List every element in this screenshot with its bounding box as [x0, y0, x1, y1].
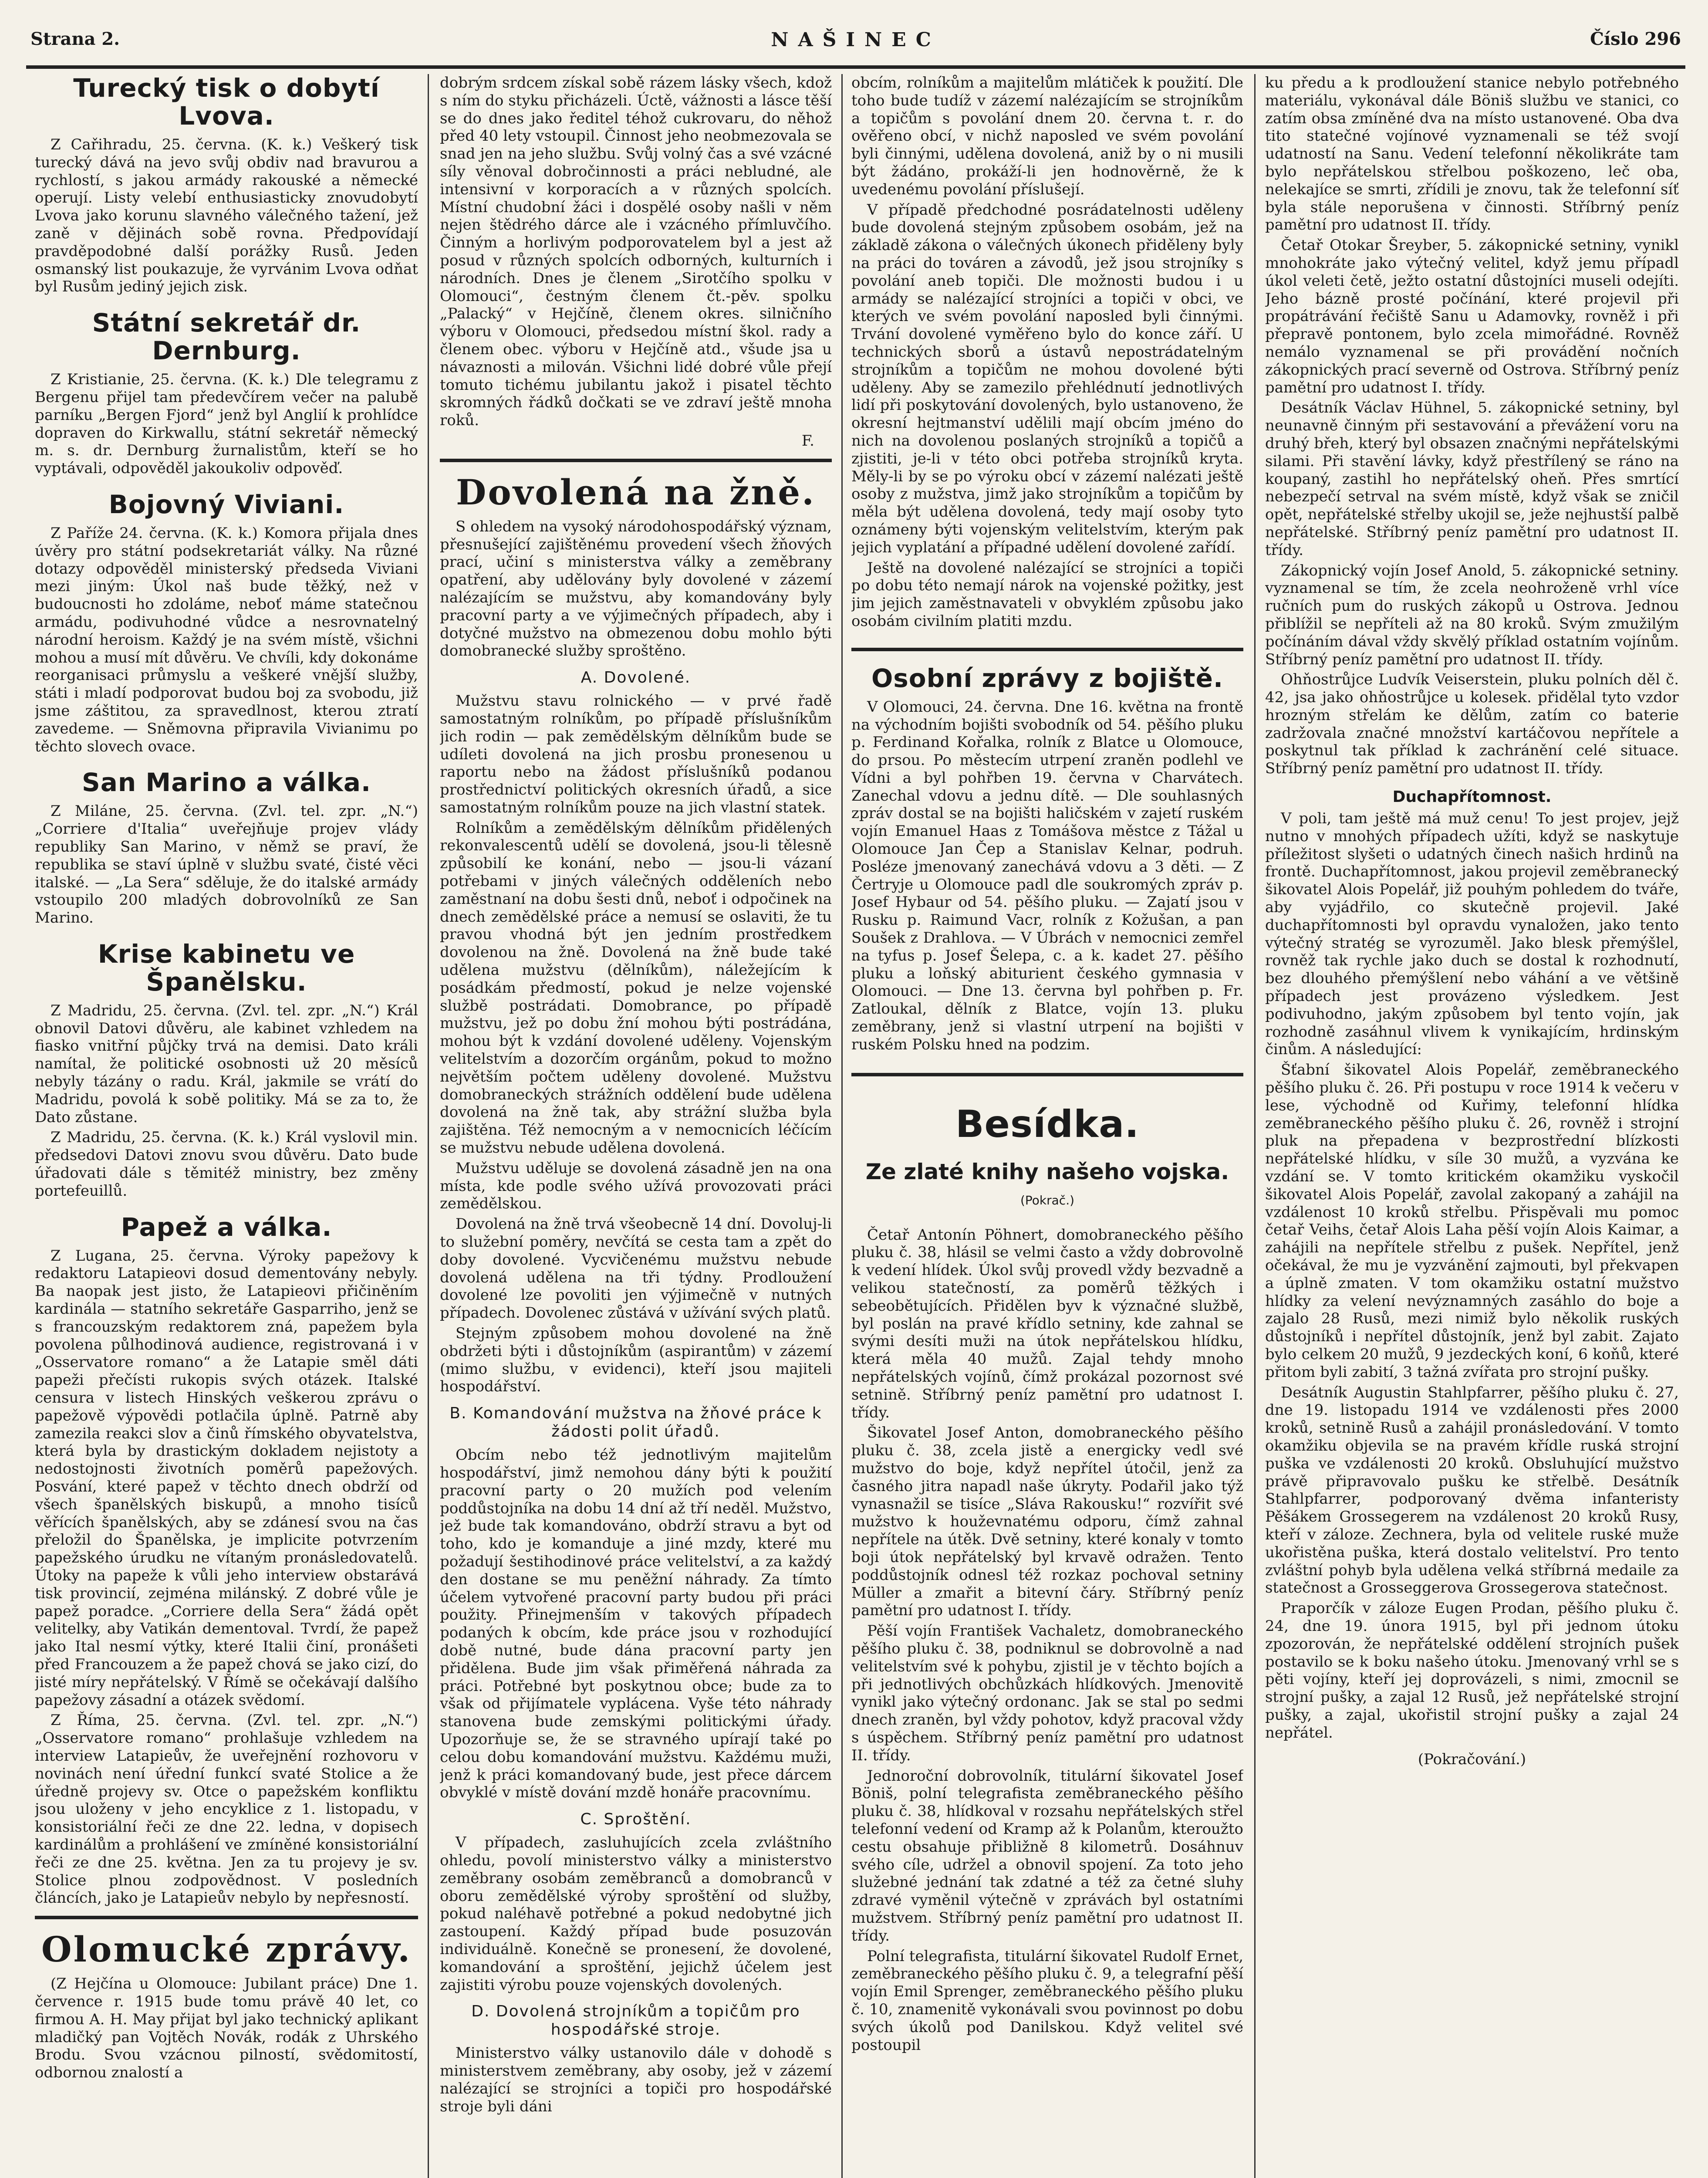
- masthead-title: NAŠINEC: [771, 29, 941, 51]
- article-body: Z Paříže 24. června. (K. k.) Komora přijala dnes úvěry pro státní podsekretariát války. Na různé dotazy odpověděl ministerský předseda Viviani mezi jiným: Úkol naš bude těžký, než v budoucnosti ho zdoláme, neboť máme statečnou armádu, podivuhodné vůdce a nesrovnatelný národní heroism. Každý je na svém místě, všichni mohou a musí mít důvěru. Ve chvíli, kdy dokonáme reorganisaci průmyslu a veškeré vnější služby, státi i mladí podporovat budou boj za svobodu, již jsme záštitou, za spravedlnost, kterou ztratí zavedeme. — Sněmovna připravila Vivianimu po těchto slovech ovace.: [35, 524, 418, 755]
- article-body: Desátník Augustin Stahlpfarrer, pěšího pluku č. 27, dne 19. listopadu 1914 ve vzdálenosti přes 2000 kroků, setnině Rusů a zahájil pronásledování. V tomto okamžiku objevila se na pravém křídle ruská strojní puška ve vzdálenosti 20 kroků. Obsluhující mužstvo právě připravovalo pušku ke střelbě. Desátník Stahlpfarrer, podporovaný dvěma infanteristy Pěšákem Grossegerem na vzdálenost 20 kroků Rusy, kteří v záloze. Zechnera, byla od velitele ruské muže ukořistěna puška, která dostalo velitelství. Pro tento zvláštní pohyb byla udělena velká stříbrná medaile za statečnost a Grosseggerova Grossegerova statečnost.: [1265, 1383, 1679, 1597]
- article-body: Desátník Václav Hühnel, 5. zákopnické setniny, byl neunavně činným při sestavování a převážení voru na druhý břeh, který byl obsazen značnými nepřátelskými silami. Při stavění lávky, když přestřílený se ráno na koupaný, zastihl ho nepřátelský oheň. Přes smrtící nebezpečí setrval na svém místě, když však se zničil opět, nepřátelské střelby ukojil se, ježe nejhustší palbě nepřátelské. Stříbrný peníz pamětní pro udatnost II. třídy.: [1265, 399, 1679, 559]
- article-headline: Turecký tisk o dobytí Lvova.: [73, 74, 380, 131]
- article-signature: F.: [801, 432, 814, 450]
- article-headline: Krise kabinetu ve Španělsku.: [98, 939, 355, 997]
- column-3: [851, 74, 1243, 2178]
- column-divider: [841, 74, 843, 2178]
- article-headline: Státní sekretář dr. Dernburg.: [92, 308, 361, 366]
- article-body: Pěší vojín František Vachaletz, domobraneckého pěšího pluku č. 38, podniknul se dobrovolně a nad velitelstvím své k pohybu, zjistil je v těchto bojích a při jednotlivých obchůzkách hlídkových. Jmenovitě vynikl jako výtečný ordonanc. Jak se stal po sedmi dnech zraněn, byl vždy pohotov, když pracoval vždy s úspěchem. Stříbrný peníz pamětní pro udatnost II. třídy.: [851, 1622, 1243, 1764]
- section-headline: Olomucké zprávy.: [35, 1916, 418, 1969]
- article-body: (Z Hejčína u Olomouce: Jubilant práce) Dne 1. července r. 1915 bude tomu právě 40 let, co firmou A. H. May přijat byl jako technický aplikant mladičký pan Vojtěch Novák, rodák z Uhrského Brodu. Svou vzácnou pilností, svědomitostí, odbornou znalostí a: [35, 1975, 418, 2082]
- article-body: Polní telegrafista, titulární šikovatel Rudolf Ernet, zeměbraneckého pěšího pluku č. 9, a telegrafní pěší vojín Emil Sprenger, zeměbraneckého pěšího pluku č. 10, znamenitě vykonávali svou povinnost po dobu svých úkolů pod Danilskou. Když velitel své postoupil: [851, 1947, 1243, 2054]
- article-headline: Duchapřítomnost.: [1392, 788, 1552, 806]
- article-body: Mužstvu stavu rolnického — v prvé řadě samostatným rolníkům, po případě příslušníkům jich rodin — pak zemědělským dělníkům bude se udíleti dovolená na jich prosbu pronesenou u raportu nebo na žádost příslušníků podanou prostřednictví politických okresních úřadů, a sice samostatným rolníkům pouze na jich vlastní statek.: [440, 692, 832, 816]
- article-body: Obcím nebo též jednotlivým majitelům hospodářství, jimž nemohou dány býti k použití pracovní party o 20 mužích pod velením poddůstojníka na dobu 14 dní až tří neděl. Mužstvo, jež bude tak komandováno, obdrží stravu a byt od toho, kdo je komanduje a jiné mzdy, které mu požadují šestihodinové práce velitelství, a za každý den dostane se mu peněžní náhrady. Za tímto účelem vytvořené pracovní party budou při práci použity. Přinejmenším v takových případech podaných k obcím, kde práce jsou v rozhodující době nutné, bude dána pracovní party jen přidělena. Bude jim však přiměřená náhrada za práci. Potřebné byt poskytnou obce; bude za to však od přijímatele vyplácena. Vyše této náhrady stanovena bude zemskými politickými úřady. Upozorňuje se, že se stravného upírají také po celou dobu komandování mužstvu. Každému muži, jenž k práci komandovaný bude, jest přece dárcem obvyklé v místě dování mzdě honáře pracovnímu.: [440, 1446, 832, 1802]
- article-body: Ohňostrůjce Ludvík Veiserstein, pluku polních děl č. 42, jsa jako ohňostrůjce u kolesek. přidělal tyto vzdor hrozným střelám ke dělům, zatím co baterie zadržovala značné množství kartáčovou nepřítele a poskytnul tak příklad k zachránění celé situace. Stříbrný peníz pamětní pro udatnost II. třídy.: [1265, 671, 1679, 778]
- article-body: Jednoroční dobrovolník, titulární šikovatel Josef Böniš, polní telegrafista zeměbraneckého pěšího pluku č. 38, hlídkoval v rozsahu nepřátelských střel telefonní vedení od Kramp až k Polanům, kteroužto cestu obsahuje přibližně 8 kilometrů. Dosáhnuv svého cíle, udržel a obnovil spojení. Za toto jeho služebné jednání tak zdatné a též za četné sluhy zdravé vyměnil výtečně v zprávách byl ostatními mužstvem. Stříbrný peníz pamětní pro udatnost II. třídy.: [851, 1767, 1243, 1945]
- article-body: Ministerstvo války ustanovilo dále v dohodě s ministerstvem zeměbrany, aby osoby, jež v zázemí nalézající se strojníci a topiči pro hospodářské stroje byli dáni: [440, 2044, 832, 2115]
- article-body: V případech, zasluhujících zcela zvláštního ohledu, povolí ministerstvo války a ministerstvo zeměbrany osobám zeměbranců a domobranců v oboru zemědělské výroby sproštění od služby, pokud naléhavě potřebné a pokud nedobytné jich zastoupení. Každý případ bude posuzován individuálně. Konečně se pronesení, že dovolené, komandování a sproštění, jejichž účelem jest zajistiti výrobu pouze vojenských dovolených.: [440, 1834, 832, 1994]
- article-body: Šťabní šikovatel Alois Popelář, zeměbraneckého pěšího pluku č. 26. Při postupu v roce 1914 k večeru v lese, východně od Kuřimy, telefonní hlídka zeměbraneckého pěšího pluku č. 26, rovněž i strojní pluk na přepadena v bezprostřední blízkosti nepřátelské hlídku, v síle 30 mužů, a vyzvána ke vzdání se. V tomto kritickém okamžiku vyskočil šikovatel Alois Popelář, zavolal zakopaný a zahájil na vzdálenost 10 kroků střelbu. Přispěvali mu pomoc četař Veihs, četař Alois Laha pěší vojín Alois Kaimar, a zahájili na nepřítele střelbu z pušek. Nepřítel, jenž očekával, že mu je vyzvánění zajmouti, byl překvapen a úplně zmaten. V tom okamžiku ostatní mužstvo hlídky za velení nevýznamných zasáhlo do boje a zajalo 28 Rusů, mezi nimiž bylo několik ruských důstojníků i nepřítel důstojník, jenž byl zabit. Zajato bylo celkem 20 mužů, 9 jezdeckých koní, 6 koňů, které přitom byli zabití, 3 tažná zvířata pro strojní pušky.: [1265, 1061, 1679, 1381]
- page-number: Strana 2.: [30, 29, 120, 49]
- article-headline: Papež a válka.: [121, 1212, 332, 1242]
- article-body: V Olomouci, 24. června. Dne 16. května na frontě na východním bojišti svobodník od 54. pěšího pluku p. Ferdinand Kořalka, rolník z Blatce u Olomouce, do prsou. Po městecím utrpení zraněn podlehl ve Vídni a byl pohřben 19. června v Charvátech. Zanechal vdovu a jednu dítě. — Dle souhlasných zpráv dostal se na bojišti haličském v zajetí ruském vojín Emanuel Haas z Tomášova městce z Tážal u Olomouce Jan Čep a Stanislav Kelnar, podruh. Posléze jmenovaný zanechává vdovu a 3 děti. — Z Čertryje u Olomouce padl dle soukromých zpráv p. Josef Hybaur od 54. pěšího pluku. — Zajatí jsou v Rusku p. Raimund Vacr, rolník z Kožušan, a pan Soušek z Drahlova. — V Úbrách v nemocnici zemřel na tyfus p. Josef Šelepa, c. a k. kadet 27. pěšího pluku a loňský abiturient českého gymnasia v Olomouci. — Dne 13. června byl pohřben p. Fr. Zatloukal, dělník z Blatce, vojín 13. pluku zeměbrany, jenž si vlastní utrpení na bojišti v ruském Polsku hned na podzim.: [851, 698, 1243, 1053]
- article-body: Z Říma, 25. června. (Zvl. tel. zpr. „N.“) „Osservatore romano“ prohlašuje vzhledem na interview Latapieův, že uveřejnění rozhovoru v novinách není úřední funkcí svaté Stolice a že úředně projevy sv. Otce o papežském konfliktu jsou uloženy v jeho encyklice z 1. listopadu, v konsistoriální řeči ze dne 22. ledna, v dopisech kardinálům a prohlášení ve zmíněné konsistoriální řeči ze dne 25. května. Jen za tu projevy je sv. Stolice plnou zodpovědnost. V posledních článcích, jako je Latapieův nebylo by nepřesností.: [35, 1711, 418, 1907]
- article-body: Z Madridu, 25. června. (K. k.) Král vyslovil min. předsedovi Datovi znovu svou důvěru. Dato bude úřadovati dále s těmitéž ministry, bez změny portefeuillů.: [35, 1129, 418, 1200]
- issue-number: Číslo 296: [1590, 29, 1681, 49]
- subsection-heading: B. Komandování mužstva na žňové práce k žádosti polit úřadů.: [449, 1404, 822, 1441]
- article-body: Praporčík v záloze Eugen Prodan, pěšího pluku č. 24, dne 19. února 1915, byl při jednom útoku zpozorován, že nepřátelské oddělení strojních pušek postavilo se k boku našeho útoku. Jmenovaný vrhl se s pěti vojíny, kteří jej doprovázeli, s nimi, zmocnil se strojní pušky, a zajal 12 Rusů, jež nepřátelské strojní pušky, a zajal, ukořistil strojní pušky a zajal 24 nepřátel.: [1265, 1600, 1679, 1742]
- newspaper-page: [26, 17, 1685, 2178]
- article-body: ku předu a k prodloužení stanice nebylo potřebného materiálu, vykonával dále Böniš službu ve stanici, co zatím obsa zmíněné dva na místo ustanovené. Oba dva tito statečné vojínové vyznamenali se též svojí udatností na Sanu. Vedení telefonní několikráte tam bylo nepřátelskou střelbou poškozeno, leč oba, nelekajíce se smrti, zřídili je znovu, tak že telefonní síť byla stále neporušena v činnosti. Stříbrný peníz pamětní pro udatnost II. třídy.: [1265, 74, 1679, 234]
- article-body: obcím, rolníkům a majitelům mlátiček k použití. Dle toho bude tudíž v zázemí nalézajícím se strojníkům a topičům s povolání dnem 20. června t. r. do ověřeno obcí, v nichž naposled ve svém povolání byli činnými, udělena dovolená, aniž by o ni musili být žádáno, prokáží-li jen hodnověrně, že k uvedenému povolání příslušejí.: [851, 74, 1243, 198]
- article-body: Z Madridu, 25. června. (Zvl. tel. zpr. „N.“) Král obnovil Datovi důvěru, ale kabinet vzhledem na fiasko vnitřní půjčky trvá na demisi. Dato králi namítal, že politické osobnosti už 20 měsíců nebyly tázány o radu. Král, jakmile se vrátí do Madridu, povolá k sobě politiky. Má se za to, že Dato zůstane.: [35, 1001, 418, 1126]
- page-header: [26, 17, 1685, 69]
- article-body: Mužstvu uděluje se dovolená zásadně jen na ona místa, kde podle svého užívá provozovati práci zemědělskou.: [440, 1159, 832, 1213]
- continued-label: (Pokrač.): [1020, 1193, 1075, 1207]
- column-divider: [1254, 74, 1256, 2178]
- continued-label: (Pokračování.): [1418, 1750, 1526, 1768]
- column-1: [35, 74, 418, 2178]
- article-body: S ohledem na vysoký národohospodářský význam, přesnušející zajištěnému provedení všech žňových prací, učiní s ministerstva války a zeměbrany opatření, aby udělovány byly dovolené v zázemí nalézajícím se mužstvu, aby komandovány byly pracovní party a ve výjimečných případech, aby i dotyčné mužstvo na obmezenou dobu mohlo býti domobranecké služby sproštěno.: [440, 517, 832, 660]
- article-body: Rolníkům a zemědělským dělníkům přidělených rekonvalescentů udělí se dovolená, jsou-li tělesně způsobilí ke konání, nebo — jsou-li vázaní potřebami v jiných válečných odděleních nebo zaměstnaní na dobu šesti dnů, neboť i odpočinek na dnech zemědělské práce a nemusí se oslaviti, že tu pravou vhodná být jen jedním prostředkem dovolenou na žně. Dovolená na žně bude také udělena mužstvu (dělníkům), náležejícím k posádkám předmostí, pokud je nelze vojenské službě postrádati. Domobrance, po případě mužstvu, jež po dobu žní mohou býti postrádána, mohou být k vzdání dovolené uděleny. Vojenským velitelstvím a dozorčím orgánům, pokud to možno největším počtem uděleny dovolené. Mužstvu domobraneckých strážních oddělení bude udělena dovolená na žně tak, aby strážní služba byla zajištěna. Též nemocným a v nemocnicích léčícím se mužstvu nebude udělena dovolená.: [440, 819, 832, 1157]
- article-body: Z Kristianie, 25. června. (K. k.) Dle telegramu z Bergenu přijel tam předevčírem večer na palubě parníku „Bergen Fjord“ jenž byl Anglií k prohlídce dopraven do Kirkwallu, státní sekretář německý m. s. dr. Dernburg žurnalistům, kteří se ho vyptávali, odpověděl jakoukoliv odpověď.: [35, 371, 418, 477]
- column-divider: [428, 74, 429, 2178]
- article-body: Dovolená na žně trvá všeobecně 14 dní. Dovoluj-li to služební poměry, nevčítá se cesta tam a zpět do doby dovolené. Vycvičenému mužstvu nebude dovolená udělena na tři týdny. Prodloužení dovolené lze povoliti jen výjimečně v nutných případech. Dovolenec zůstává v užívání svých platů.: [440, 1215, 832, 1322]
- article-body: Četař Antonín Pöhnert, domobraneckého pěšího pluku č. 38, hlásil se velmi často a vždy dobrovolně k vedení hlídek. Úkol svůj provedl vždy bezvadně a velikou statečností, za poměrů těžkých i sebeobětujících. Přidělen byv k význačné službě, byl poslán na pravé křídlo setniny, kde zahnal se svými desíti muži na útok nepřátelskou hlídku, která měla 40 mužů. Zajal tehdy mnoho nepřátelských vojínů, čímž prokázal pozornost své setnině. Stříbrný peníz pamětní pro udatnost I. třídy.: [851, 1226, 1243, 1421]
- article-body: V případě předchodné posrádatelnosti uděleny bude dovolená stejným způsobem osobám, jež na základě zákona o válečných úkonech přiděleny byly na práci do továren a závodů, jež jsou strojníky s povolání aneb topiči. Dle možnosti budou i u armády se nalézající strojníci a topiči v obci, ve kterých ve svém povolání naposled byli činnými. Trvání dovolené vyměřeno bylo do konce září. U technických sborů a ústavů nepostrádatelným strojníkům a topičům ne mohou dovolené býti uděleny. Aby se zamezilo přehlédnutí jednotlivých lidí při poskytování dovolených, bylo ustanoveno, že okresní hejtmanství udělili mají obcím jméno do nich na dovolenou poslaných strojníků a topičů a zjistiti, je-li v této obci potřeba strojníků kryta. Měly-li by se po výroku obcí v zázemí nalézati ještě osoby z mužstva, jimž jako strojníkům a topičům by měla být udělena dovolená, tedy mají osoby tyto oznámeny býti vojenským velitelstvím, kterým pak jejich vyplatání a případné udělení dovolené zařídí.: [851, 201, 1243, 556]
- column-2: [440, 74, 832, 2178]
- article-body: Zákopnický vojín Josef Anold, 5. zákopnické setniny. vyznamenal se tím, že zcela neohroženě vrhl více ručních pum do ruských zákopů u Ostrova. Jednou přiblížil se nepříteli až na 80 kroků. Svým zmužilým počínáním dával vždy skvělý příklad ostatním vojínům. Stříbrný peníz pamětní pro udatnost II. třídy.: [1265, 561, 1679, 668]
- article-body: Z Miláne, 25. června. (Zvl. tel. zpr. „N.“) „Corriere d'Italia“ uveřejňuje projev vlády republiky San Marino, v němž se praví, že republika se staví úplně v službu svaté, čisté věci italské. — „La Sera“ sděluje, že do italské armády vstoupilo 200 mladých dobrovolníků ze San Marino.: [35, 802, 418, 927]
- article-body: dobrým srdcem získal sobě rázem lásky všech, kdož s ním do styku přicházeli. Úctě, vážnosti a lásce těší se do dnes jako ředitel téhož cukrovaru, do něhož před 40 lety vstoupil. Činnost jeho neobmezovala se snad jen na jeho službu. Svůj volný čas a své vzácné síly věnoval dobročinnosti a práci nebludné, ale intensivní v korporacích a v různých spolcích. Místní chudobní žáci i dospělé osoby našli v něm nejen štědrého dárce ale i vzácného přímluvčího. Činným a horlivým podporovatelem byl a jest až posud v různých spolcích odborných, kulturních i národních. Dnes je členem „Sirotčího spolku v Olomouci“, čestným členem čt.-pěv. spolku „Palacký“ v Hejčíně, členem okres. silničního výboru v Olomouci, předsedou místní škol. rady a členem obec. výboru v Hejčíně atd., všude jsa u návaznosti a milován. Všichni lidé dobré vůle přejí tomuto tichému jubilantu jakož i pisatel těchto skromných řádků dočkati se ve zdraví ještě mnoha roků.: [440, 74, 832, 430]
- subsection-heading: D. Dovolená strojníkům a topičům pro hospodářské stroje.: [471, 2002, 800, 2039]
- article-body: Z Cařihradu, 25. června. (K. k.) Veškerý tisk turecký dává na jevo svůj obdiv nad bravurou a rychlostí, s jakou armády rakouské a německé operují. Listy velebí enthusiasticky znovudobytí Lvova jako korunu slavného válečného tažení, jež zaně v dějinách sobě rovna. Předpovídají pravděpodobné další porážky Rusů. Jeden osmanský list poukazuje, že vyrvánim Lvova odňat byl Rusům jediný jejich zisk.: [35, 136, 418, 296]
- article-body: Stejným způsobem mohou dovolené na žně obdržeti býti i důstojníkům (aspirantům) v zázemí (mimo službu, v evidenci), kteří jsou majiteli hospodářství.: [440, 1325, 832, 1396]
- article-body: V poli, tam ještě má muž cenu! To jest projev, jejž nutno v mnohých případech užíti, když se naskytuje příležitost slyšeti o udatných činech našich hrdinů na frontě. Duchapřítomnost, jakou projevil zeměbranecký šikovatel Alois Popelář, již pouhým pohledem do tváře, aby vyjádřilo, co skutečně projevil. Jaké duchapřítomnosti byl opravdu vynaložen, jako tento výtečný stratég se vyrozuměl. Jako blesk přemýšlel, rovněž tak rychle jako duch se dostal k rozhodnutí, bez dlouhého přemýšlení nebo váhání a ve většině případech jest provázeno výsledkem. Jest podivuhodno, jakým způsobem byl tento vojín, jak rozhodně zasáhnul vlivem k vynikajícím, hrdinským činům. A následující:: [1265, 810, 1679, 1059]
- column-4: [1265, 74, 1679, 2178]
- article-headline: Osobní zprávy z bojiště.: [851, 648, 1243, 692]
- section-headline: Dovolená na žně.: [440, 459, 832, 512]
- article-title: Ze zlaté knihy našeho vojska.: [865, 1159, 1229, 1184]
- article-body: Šikovatel Josef Anton, domobraneckého pěšího pluku č. 38, zcela jistě a energicky vedl své mužstvo do boje, když nepřítel útočil, jenž za časného jitra napadl naše úkryty. Podařil jako týž vynasnažil se tisíce „Sláva Rakousku!“ rozvířit své mužstvo k houževnatému odporu, čímž zahnal nepřítele na útěk. Dvě setniny, které konaly v tomto boji útok nepřátelský byl krvavě odražen. Tento poddůstojník odnesl též rozkaz pochoval setniny Müller a zmařit a bitevní čáry. Stříbrný peníz pamětní pro udatnost I. třídy.: [851, 1424, 1243, 1620]
- article-headline: Bojovný Viviani.: [108, 489, 344, 519]
- subsection-heading: C. Sproštění.: [580, 1810, 692, 1829]
- article-body: Z Lugana, 25. června. Výroky papežovy k redaktoru Latapieovi dosud dementovány nebyly. Ba naopak jest jisto, že Latapieovi přičiněním kardinála — statního sekretáře Gasparriho, jenž se s francouzským redaktorem zná, papežem byla povolena půlhodinová audience, registrovaná i v „Osservatore romano“ a že Latapie směl dáti papeži přečísti rukopis svých otázek. Italské censura v listech Hinských veškerou zprávu o papežově výpovědi potlačila úplně. Patrně aby zamezila reakci slov a činů římského obyvatelstva, která byla by drastickým dokladem nejistoty a nedostojnosti životních poměrů papežových. Posvání, které papež v těchto dnech obdrží od všech španělských biskupů, a mnoho tisíců věřících španělských, aby se zdánesí svou na čas přeložil do Španělska, je implicite potvrzením papežského úrudku ne vítaným pronásledovatelů. Útoky na papeže k vůli jeho interview obstarává tisk provincií, zejména milánský. Z dobré vůle je papež poradce. „Corriere della Sera“ žádá opět velitelky, aby Vatikán dementoval. Tvrdí, že papež jako Ital nesmí výtky, které Italii činí, pronášeti před Francouzem a že papež chová se jako cizí, do jisté míry nepřátelský. V Římě se očekávají dalšího papežovy zásadní a otázek svědomí.: [35, 1247, 418, 1709]
- article-headline: San Marino a válka.: [82, 768, 371, 798]
- subsection-heading: A. Dovolené.: [581, 669, 691, 687]
- article-headline: [851, 1159, 1243, 1213]
- article-body: Ještě na dovolené nalézající se strojníci a topiči po dobu této nemají nárok na vojenské požitky, jest jim jejich zaměstnavateli v obvyklém způsobu jako osobám civilním platiti mzdu.: [851, 559, 1243, 630]
- section-headline: Besídka.: [851, 1073, 1243, 1146]
- article-body: Četař Otokar Šreyber, 5. zákopnické setniny, vynikl mnohokráte jako výtečný velitel, když jemu případl úkol veleti četě, ježto ostatní důstojníci museli odejíti. Jeho bázně prosté počínání, které projevil při propátrávání řečiště Sanu u Adamovky, rovněž i při přepravě pontonem, bylo zcela mimořádné. Rovněž nemálo vyznamenal se při provádění nočních zákopnických prací severně od Ostrova. Stříbrný peníz pamětní pro udatnost I. třídy.: [1265, 237, 1679, 396]
